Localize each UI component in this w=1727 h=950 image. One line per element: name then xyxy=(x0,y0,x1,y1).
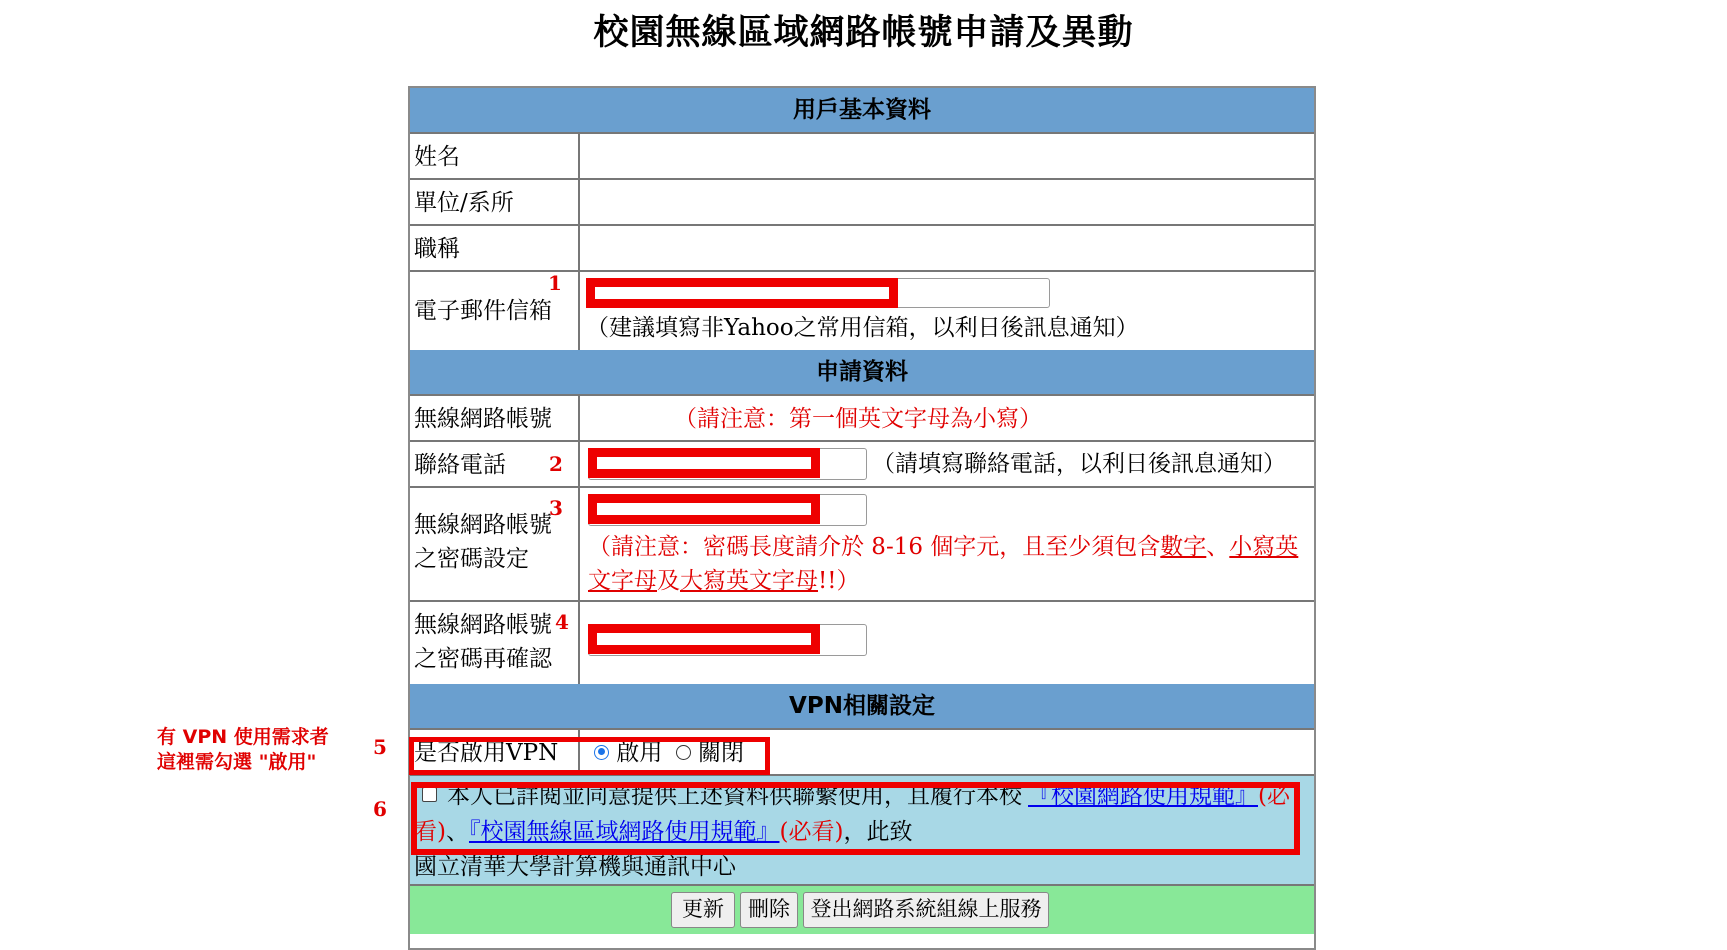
password-hint-sep2: 及 xyxy=(657,568,680,594)
redaction-box-phone xyxy=(588,448,820,478)
page-title: 校園無線區域網路帳號申請及異動 xyxy=(593,13,1134,53)
vpn-disable-label[interactable]: 關閉 xyxy=(697,740,744,766)
vpn-enable-label[interactable]: 啟用 xyxy=(616,740,663,766)
annotation-number-1: 1 xyxy=(548,271,562,295)
section-header-user: 用戶基本資料 xyxy=(410,88,1314,132)
row-email xyxy=(410,270,1314,350)
password-hint-part1: （請注意：密碼長度請介於 8-16 個字元，且至少須包含 xyxy=(588,534,1161,560)
label-phone: 聯絡電話 xyxy=(410,442,580,486)
row-phone xyxy=(410,440,1314,486)
label-password-confirm-line2: 之密碼再確認 xyxy=(414,646,552,672)
agreement-text-main: 本人已詳閱並同意提供上述資料供聯繫使用，且履行本校 xyxy=(447,783,1022,809)
must-read-1: (必看) xyxy=(414,783,1290,845)
highlight-box-agreement xyxy=(411,782,1300,855)
label-email: 電子郵件信箱 xyxy=(410,272,580,350)
organization-name: 國立清華大學計算機與通訊中心 xyxy=(414,854,736,880)
must-read-2: (必看) xyxy=(779,819,844,845)
row-job-title xyxy=(410,224,1314,270)
redaction-box-password-confirm xyxy=(588,624,820,654)
value-password xyxy=(582,488,1314,600)
label-vpn: 是否啟用VPN xyxy=(410,730,580,774)
value-job-title xyxy=(582,226,1314,270)
logout-button[interactable]: 登出網路系統組線上服務 xyxy=(803,892,1049,928)
label-job-title: 職稱 xyxy=(410,226,580,270)
label-name: 姓名 xyxy=(410,134,580,178)
vpn-annotation-line2: 這裡需勾選 "啟用" xyxy=(157,751,317,773)
annotation-number-4: 4 xyxy=(555,610,569,634)
value-password-confirm xyxy=(582,602,1314,684)
campus-network-rules-link[interactable]: 『校園網路使用規範』 xyxy=(1028,783,1258,809)
row-account xyxy=(410,394,1314,440)
row-password-confirm xyxy=(410,600,1314,684)
wireless-network-rules-link[interactable]: 『校園無線區域網路使用規範』 xyxy=(468,819,780,845)
account-hint: （請注意：第一個英文字母為小寫） xyxy=(674,406,1042,432)
password-hint-digits: 數字 xyxy=(1160,534,1207,560)
button-bar xyxy=(410,884,1314,934)
phone-hint: （請填寫聯絡電話，以利日後訊息通知） xyxy=(872,451,1286,477)
value-dept xyxy=(582,180,1314,224)
redaction-box-email xyxy=(586,278,898,308)
row-password xyxy=(410,486,1314,600)
vpn-annotation-note xyxy=(157,725,329,775)
vpn-annotation-line1: 有 VPN 使用需求者 xyxy=(157,726,329,748)
row-name xyxy=(410,132,1314,178)
section-header-apply: 申請資料 xyxy=(410,350,1314,394)
section-header-vpn: VPN相關設定 xyxy=(410,684,1314,728)
agreement-end: ，此致 xyxy=(843,819,913,845)
redaction-box-password xyxy=(588,494,820,524)
label-password-confirm-line1: 無線網路帳號 xyxy=(414,612,552,638)
annotation-number-3: 3 xyxy=(549,496,563,520)
annotation-number-2: 2 xyxy=(549,452,563,476)
annotation-number-6: 6 xyxy=(373,797,387,821)
password-hint xyxy=(588,530,1308,598)
label-dept: 單位/系所 xyxy=(410,180,580,224)
password-hint-uppercase: 大寫英文字母 xyxy=(680,568,818,594)
password-hint-part2: !!） xyxy=(818,568,860,594)
annotation-number-5: 5 xyxy=(373,735,387,759)
password-hint-sep1: 、 xyxy=(1206,534,1230,560)
delete-button[interactable]: 刪除 xyxy=(740,892,798,928)
agreement-sep: 、 xyxy=(445,819,469,845)
label-password-line1: 無線網路帳號 xyxy=(414,512,552,538)
value-account xyxy=(582,396,1314,440)
value-email xyxy=(582,272,1314,350)
update-button[interactable]: 更新 xyxy=(671,892,735,928)
email-hint: （建議填寫非Yahoo之常用信箱，以利日後訊息通知） xyxy=(586,315,1139,341)
value-phone xyxy=(582,442,1314,486)
highlight-box-vpn xyxy=(409,737,770,775)
label-account: 無線網路帳號 xyxy=(410,396,580,440)
label-password-line2: 之密碼設定 xyxy=(414,546,529,572)
password-hint-lowercase: 小寫英文字母 xyxy=(588,534,1299,594)
row-dept xyxy=(410,178,1314,224)
value-name xyxy=(582,134,1314,178)
